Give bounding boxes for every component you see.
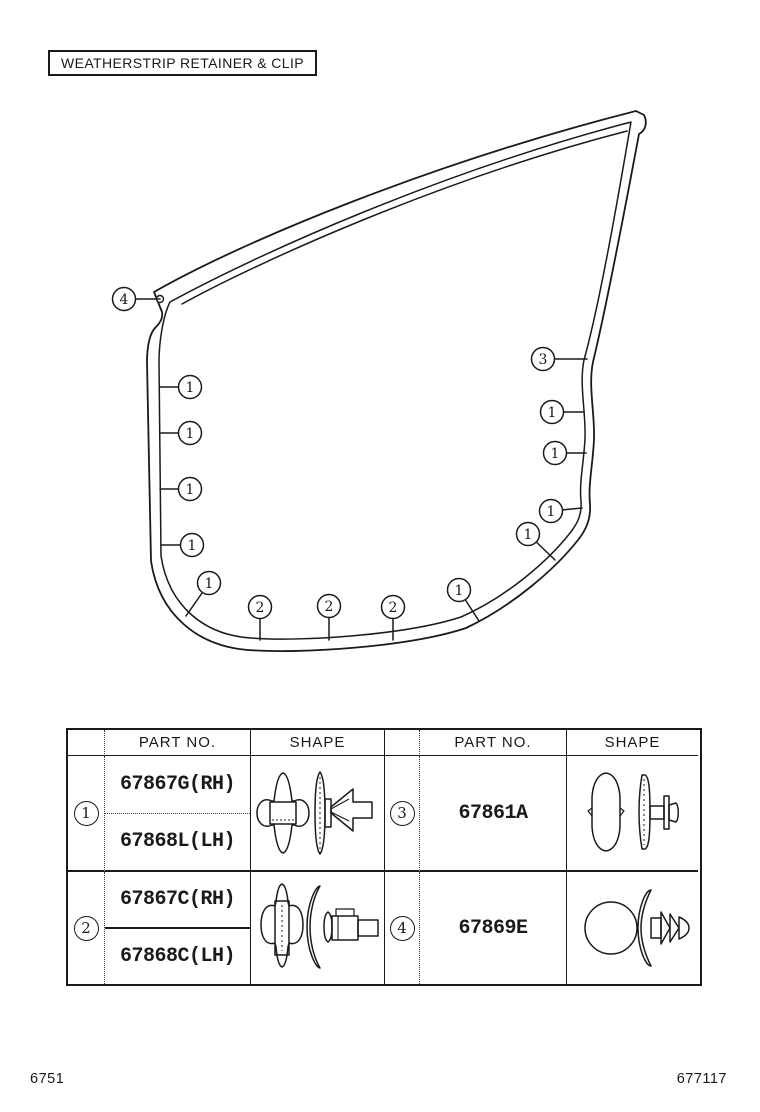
column-header-shape-left: SHAPE xyxy=(251,730,385,756)
part-number: 67867C(RH) xyxy=(105,872,250,929)
page-code-left: 6751 xyxy=(30,1071,65,1087)
window-frame-line xyxy=(182,131,627,304)
shape-cell-2 xyxy=(251,872,385,984)
column-header-shape-right: SHAPE xyxy=(567,730,698,756)
part-no-cell-2 xyxy=(105,872,251,984)
callout-number: 1 xyxy=(454,582,464,599)
table-row xyxy=(68,756,105,872)
part-shape-1-drawing xyxy=(256,761,380,865)
door-outline-outer xyxy=(147,111,646,651)
callout-number: 1 xyxy=(187,537,197,554)
part-no-cell-1 xyxy=(105,756,251,872)
callout-number: 1 xyxy=(185,425,195,442)
callout-number: 1 xyxy=(185,481,195,498)
callout-number: 2 xyxy=(324,598,334,615)
part-no-cell-3: 67861A xyxy=(420,756,567,872)
part-no-cell-4: 67869E xyxy=(420,872,567,984)
door-outline-inner xyxy=(159,122,631,639)
callout-number: 1 xyxy=(546,503,556,520)
callout-number: 2 xyxy=(388,599,398,616)
table-row xyxy=(385,756,420,872)
table-row xyxy=(385,872,420,984)
part-number: 67868L(LH) xyxy=(119,830,236,854)
part-shape-3-drawing xyxy=(573,761,693,865)
ref-circle-3: 3 xyxy=(390,801,415,826)
part-shape-4-drawing xyxy=(573,876,693,980)
callout-number: 1 xyxy=(547,404,557,421)
page-title: WEATHERSTRIP RETAINER & CLIP xyxy=(61,55,305,71)
parts-table xyxy=(66,728,702,986)
column-header-part-no-left: PART NO. xyxy=(105,730,251,756)
ref-circle-1: 1 xyxy=(74,801,99,826)
callout-number: 4 xyxy=(119,291,129,308)
callout-number: 2 xyxy=(255,599,265,616)
shape-cell-4 xyxy=(567,872,698,984)
callout-number: 1 xyxy=(185,379,195,396)
column-header-part-no-right: PART NO. xyxy=(420,730,567,756)
table-row xyxy=(68,872,105,984)
callout-group xyxy=(113,288,588,641)
callout-number: 3 xyxy=(538,351,548,368)
ref-circle-2: 2 xyxy=(74,916,99,941)
shape-cell-1 xyxy=(251,756,385,872)
header-ref-left xyxy=(68,730,105,756)
part-shape-2-drawing xyxy=(256,876,380,980)
header-ref-right xyxy=(385,730,420,756)
shape-cell-3 xyxy=(567,756,698,872)
callout-number: 1 xyxy=(204,575,214,592)
ref-circle-4: 4 xyxy=(390,916,415,941)
callout-number: 1 xyxy=(523,526,533,543)
page-code-right: 677117 xyxy=(676,1071,727,1087)
part-number: 67867G(RH) xyxy=(105,756,250,814)
callout-number: 1 xyxy=(550,445,560,462)
part-number: 67868C(LH) xyxy=(119,945,236,968)
